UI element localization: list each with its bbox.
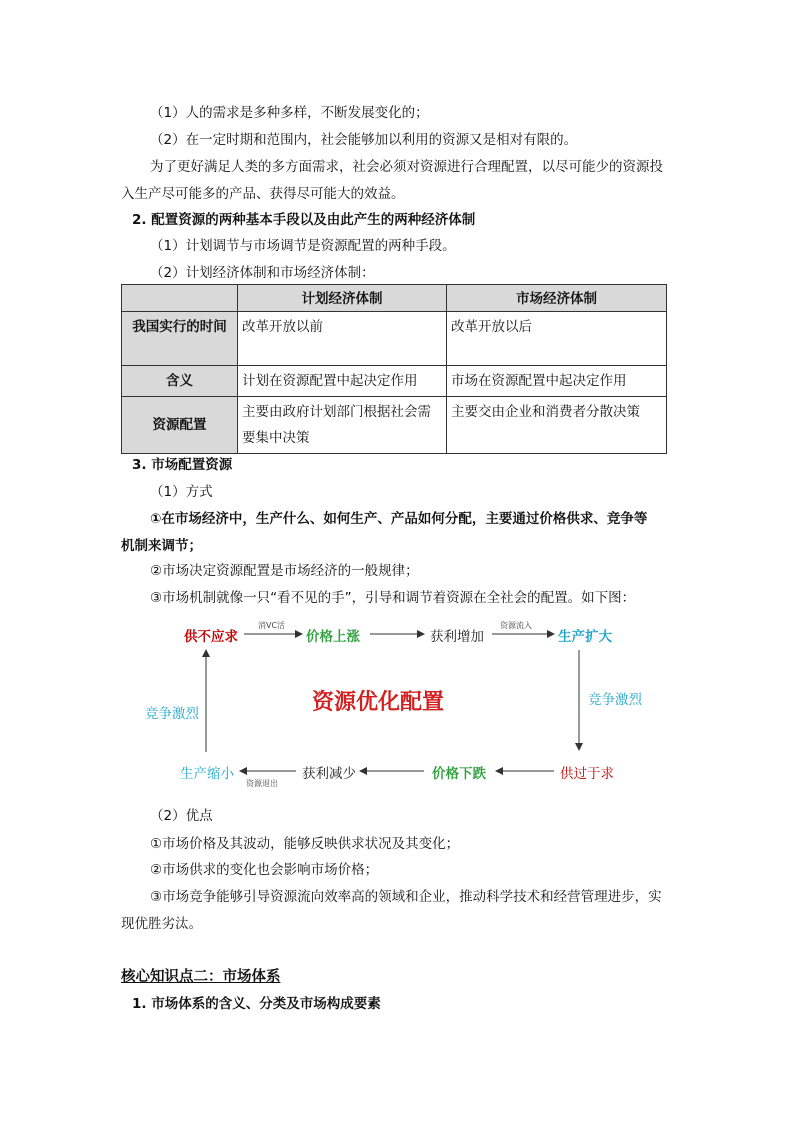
text-line: （2）优点 [150,808,213,824]
arrow-label: 消VC活 [258,621,286,630]
market-cycle-diagram [145,612,642,802]
row-label: 我国实行的时间 [122,312,238,366]
text-line: ②市场供求的变化也会影响市场价格； [150,862,379,878]
table-header-row [122,285,667,312]
text-line: 现优胜劣汰。 [121,916,202,932]
text-line: ②市场决定资源配置是市场经济的一般规律； [150,563,419,579]
table-header-cell: 计划经济体制 [238,285,447,312]
table-header-cell: 市场经济体制 [447,285,667,312]
text-line: （2）计划经济体制和市场经济体制： [150,265,375,281]
table-row [122,366,667,397]
node-surplus: 供过于求 [560,766,614,782]
text-line: ③市场机制就像一只“看不见的手”，引导和调节着资源在全社会的配置。如下图： [150,590,636,606]
section-heading: 2. 配置资源的两种基本手段以及由此产生的两种经济体制 [132,212,476,228]
row-label: 资源配置 [122,397,238,454]
text-line: （1）计划调节与市场调节是资源配置的两种手段。 [150,238,456,254]
section-title: 核心知识点二：市场体系 [121,969,281,985]
comparison-table [121,284,667,454]
text-line: （1）方式 [150,484,213,500]
text-line: ①市场价格及其波动，能够反映供求状况及其变化； [150,836,460,852]
text-line: （2）在一定时期和范围内，社会能够加以利用的资源又是相对有限的。 [150,132,578,148]
table-row [122,397,667,454]
table-cell: 主要由政府计划部门根据社会需要集中决策 [238,397,447,454]
node-profit-down: 获利减少 [302,766,356,782]
node-expand: 生产扩大 [558,629,612,645]
arrow-label: 资源退出 [246,779,278,788]
node-shortage: 供不应求 [184,629,238,645]
node-compete-left: 竞争激烈 [145,706,199,722]
node-price-up: 价格上涨 [306,629,360,645]
arrow-label: 资源流入 [500,621,532,630]
table-cell: 市场在资源配置中起决定作用 [447,366,667,397]
node-price-down: 价格下跌 [432,766,486,782]
text-line: 入生产尽可能多的产品、获得尽可能大的效益。 [121,186,405,202]
table-cell: 计划在资源配置中起决定作用 [238,366,447,397]
text-line: 机制来调节； [121,538,202,554]
node-profit-up: 获利增加 [430,629,484,645]
text-line: （1）人的需求是多种多样，不断发展变化的； [150,105,429,121]
table-cell: 主要交由企业和消费者分散决策 [447,397,667,454]
table-cell: 改革开放以前 [238,312,447,366]
table-row [122,312,667,366]
diagram-center-title: 资源优化配置 [312,690,445,715]
node-shrink: 生产缩小 [180,766,234,782]
table-header-cell [122,285,238,312]
row-label: 含义 [122,366,238,397]
table-cell: 改革开放以后 [447,312,667,366]
text-line: 为了更好满足人类的多方面需求，社会必须对资源进行合理配置，以尽可能少的资源投 [150,159,663,175]
section-heading: 1. 市场体系的含义、分类及市场构成要素 [132,996,381,1012]
section-heading: 3. 市场配置资源 [132,457,233,473]
node-compete-right: 竞争激烈 [588,692,642,708]
text-line: ③市场竞争能够引导资源流向效率高的领域和企业，推动科学技术和经营管理进步，实 [150,889,662,905]
text-line: ①在市场经济中，生产什么、如何生产、产品如何分配，主要通过价格供求、竞争等 [150,511,648,527]
